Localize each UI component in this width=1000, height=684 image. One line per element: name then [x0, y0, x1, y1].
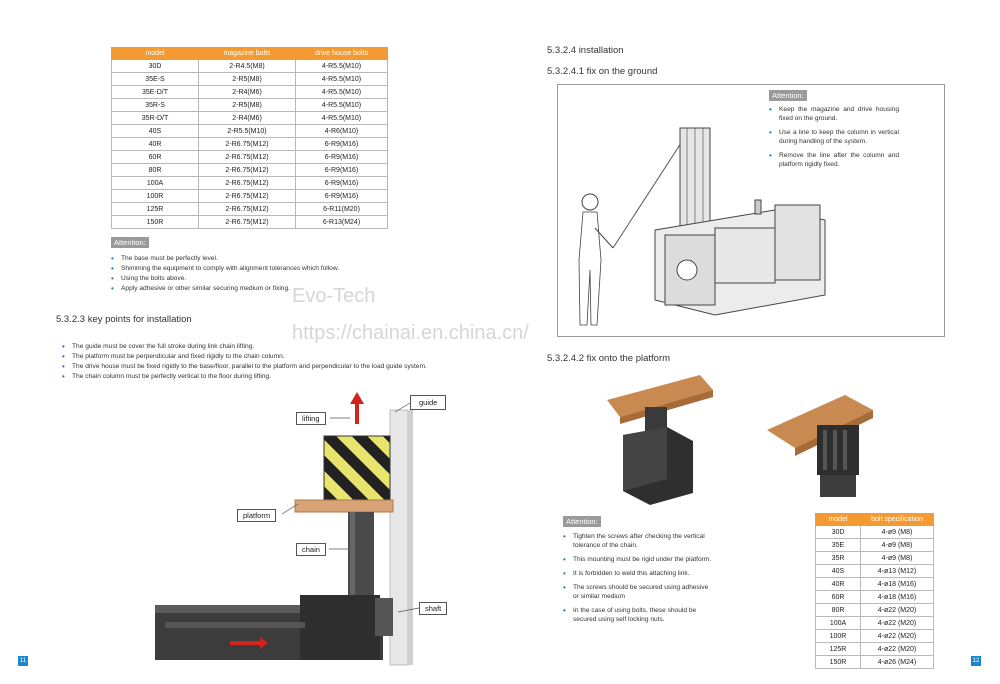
table-cell: 4-ø9 (M8): [861, 526, 934, 539]
table-cell: 4-ø22 (M20): [861, 617, 934, 630]
lift-arrow: [355, 402, 359, 424]
table-cell: 6-R13(M24): [296, 216, 388, 229]
bolt-spec-row: [816, 656, 934, 669]
ground-attention-item: • Use a line to keep the column in vertical during handling of the system.: [769, 128, 899, 146]
watermark-line-2: https://chainai.en.china.cn/: [292, 322, 529, 344]
table-cell: 35R-S: [112, 99, 199, 112]
bolt-table-row: [112, 60, 388, 73]
table-cell: 40R: [816, 578, 861, 591]
table-cell: 150R: [816, 656, 861, 669]
table-cell: 100A: [816, 617, 861, 630]
table-cell: 6-R9(M16): [296, 151, 388, 164]
table-cell: 100A: [112, 177, 199, 190]
attention-label: Attention:: [111, 237, 149, 248]
bolt-table-row: [112, 151, 388, 164]
table-cell: 4-R5.5(M10): [296, 112, 388, 125]
table-cell: 4-ø18 (M16): [861, 578, 934, 591]
table-cell: 35E: [816, 539, 861, 552]
key-points-heading: 5.3.2.3 key points for installation: [56, 314, 192, 325]
attention-item: • Shimming the equipment to comply with alignment tolerances which follow.: [111, 264, 411, 273]
table-cell: 2-R5(M8): [199, 99, 296, 112]
table-cell: 4-ø22 (M20): [861, 643, 934, 656]
bolt-table-row: [112, 86, 388, 99]
attention-item: • Using the bolts above.: [111, 274, 411, 283]
bolt-spec-header: [816, 514, 934, 526]
col-bolt-specification: bolt specification: [861, 514, 934, 526]
key-points-list: [62, 342, 452, 382]
table-cell: 4-ø22 (M20): [861, 604, 934, 617]
table-cell: 35R: [816, 552, 861, 565]
bolt-table-row: [112, 112, 388, 125]
bolt-spec-row: [816, 630, 934, 643]
table-cell: 2-R5(M8): [199, 73, 296, 86]
table-cell: 4-ø26 (M24): [861, 656, 934, 669]
table-cell: 4-ø9 (M8): [861, 552, 934, 565]
table-cell: 4-R6(M10): [296, 125, 388, 138]
page-number-right: 12: [972, 658, 980, 664]
bolt-spec-row: [816, 539, 934, 552]
installation-heading: 5.3.2.4 installation: [547, 45, 624, 56]
bolt-spec-row: [816, 578, 934, 591]
table-cell: 6-R9(M16): [296, 177, 388, 190]
table-cell: 2-R6.75(M12): [199, 151, 296, 164]
guide-callout: guide: [410, 395, 446, 410]
table-cell: 2-R6.75(M12): [199, 216, 296, 229]
table-cell: 2-R6.75(M12): [199, 203, 296, 216]
platform-heading: 5.3.2.4.2 fix onto the platform: [547, 353, 671, 364]
bolt-table-row: [112, 203, 388, 216]
bolt-spec-table: [815, 513, 934, 669]
table-cell: 2-R6.75(M12): [199, 164, 296, 177]
table-cell: 2-R4.5(M8): [199, 60, 296, 73]
table-cell: 2-R5.5(M10): [199, 125, 296, 138]
bolt-spec-row: [816, 526, 934, 539]
table-cell: 100R: [816, 630, 861, 643]
table-cell: 4-ø9 (M8): [861, 539, 934, 552]
platform-attention-item: • This mounting must be rigid under the platform.: [563, 555, 715, 564]
platform-attention-item: • Tighten the screws after checking the vertical tolerance of the chain.: [563, 532, 715, 550]
table-cell: 30D: [816, 526, 861, 539]
table-cell: 6-R9(M16): [296, 164, 388, 177]
bolt-table: [111, 47, 388, 229]
lifting-callout: lifting: [296, 412, 326, 425]
table-cell: 60R: [112, 151, 199, 164]
key-point-item: • The drive house must be fixed rigidly to the base/floor, parallel to the platform and perpendicular to the load guide system.: [62, 362, 452, 371]
table-cell: 35E-S: [112, 73, 199, 86]
key-point-item: • The platform must be perpendicular and fixed rigidly to the chain column.: [62, 352, 452, 361]
platform-mount-image-left: [605, 375, 715, 510]
table-cell: 4-R5.5(M10): [296, 99, 388, 112]
ground-heading: 5.3.2.4.1 fix on the ground: [547, 66, 658, 77]
table-cell: 2-R6.75(M12): [199, 190, 296, 203]
bolt-spec-row: [816, 617, 934, 630]
platform-attention-item: • It is forbidden to weld this attaching link.: [563, 569, 715, 578]
table-cell: 2-R4(M6): [199, 86, 296, 99]
bolt-table-row: [112, 73, 388, 86]
chain-callout: chain: [296, 543, 326, 556]
col-magazine-bolts: magazine bolts: [199, 48, 296, 60]
ground-attention-list: [769, 105, 899, 170]
bolt-table-row: [112, 177, 388, 190]
col-drive-house-bolts: drive house bolts: [296, 48, 388, 60]
table-cell: 4-R5.5(M10): [296, 60, 388, 73]
watermark-line-1: Evo-Tech: [292, 285, 376, 307]
bolt-spec-row: [816, 591, 934, 604]
attention-item: • Apply adhesive or other similar securing medium or fixing.: [111, 284, 411, 293]
key-point-item: • The chain column must be perfectly vertical to the floor during lifting.: [62, 372, 452, 381]
table-cell: 100R: [112, 190, 199, 203]
table-cell: 150R: [112, 216, 199, 229]
platform-attention-item: • In the case of using bolts, these should be secured using self locking nuts.: [563, 606, 715, 624]
ground-attention-item: • Keep the magazine and drive housing fixed on the ground.: [769, 105, 899, 123]
table-cell: 80R: [816, 604, 861, 617]
lifting-diagram: [150, 390, 450, 680]
ground-attention-item: • Remove the line after the column and platform rigidly fixed.: [769, 151, 899, 169]
key-point-item: • The guide must be cover the full stroke during link chain lifting.: [62, 342, 452, 351]
shaft-callout: shaft: [419, 602, 447, 615]
col-model: model: [112, 48, 199, 60]
table-cell: 2-R6.75(M12): [199, 177, 296, 190]
platform-attention-list: [563, 532, 715, 625]
table-cell: 35E-D/T: [112, 86, 199, 99]
table-cell: 40S: [816, 565, 861, 578]
page-number-left: 11: [19, 658, 27, 664]
table-cell: 35R-D/T: [112, 112, 199, 125]
table-cell: 125R: [112, 203, 199, 216]
col-model: model: [816, 514, 861, 526]
table-cell: 4-ø13 (M12): [861, 565, 934, 578]
table-cell: 4-ø18 (M16): [861, 591, 934, 604]
bolt-table-header: [112, 48, 388, 60]
platform-mount-image-right: [765, 380, 875, 510]
bolt-table-row: [112, 138, 388, 151]
table-cell: 6-R9(M16): [296, 190, 388, 203]
platform-attention-label: Attention:: [563, 516, 601, 527]
ground-attention-label: Attention:: [769, 90, 807, 101]
table-cell: 4-ø22 (M20): [861, 630, 934, 643]
platform-attention-item: • The screws should be secured using adhesive or similar medium: [563, 583, 715, 601]
bolt-spec-row: [816, 565, 934, 578]
bolt-table-row: [112, 99, 388, 112]
table-cell: 40S: [112, 125, 199, 138]
table-cell: 2-R4(M6): [199, 112, 296, 125]
table-cell: 125R: [816, 643, 861, 656]
table-cell: 4-R5.5(M10): [296, 73, 388, 86]
bolt-table-row: [112, 164, 388, 177]
table-cell: 80R: [112, 164, 199, 177]
bolt-table-row: [112, 125, 388, 138]
bolt-spec-row: [816, 552, 934, 565]
table-cell: 4-R5.5(M10): [296, 86, 388, 99]
table-cell: 60R: [816, 591, 861, 604]
bolt-spec-row: [816, 643, 934, 656]
bolt-table-row: [112, 190, 388, 203]
table-cell: 40R: [112, 138, 199, 151]
attention-item: • The base must be perfectly level.: [111, 254, 411, 263]
table-cell: 6-R11(M20): [296, 203, 388, 216]
bolt-spec-row: [816, 604, 934, 617]
platform-callout: platform: [237, 509, 276, 522]
table-cell: 2-R6.75(M12): [199, 138, 296, 151]
table-cell: 6-R9(M16): [296, 138, 388, 151]
bolt-table-row: [112, 216, 388, 229]
table-cell: 30D: [112, 60, 199, 73]
